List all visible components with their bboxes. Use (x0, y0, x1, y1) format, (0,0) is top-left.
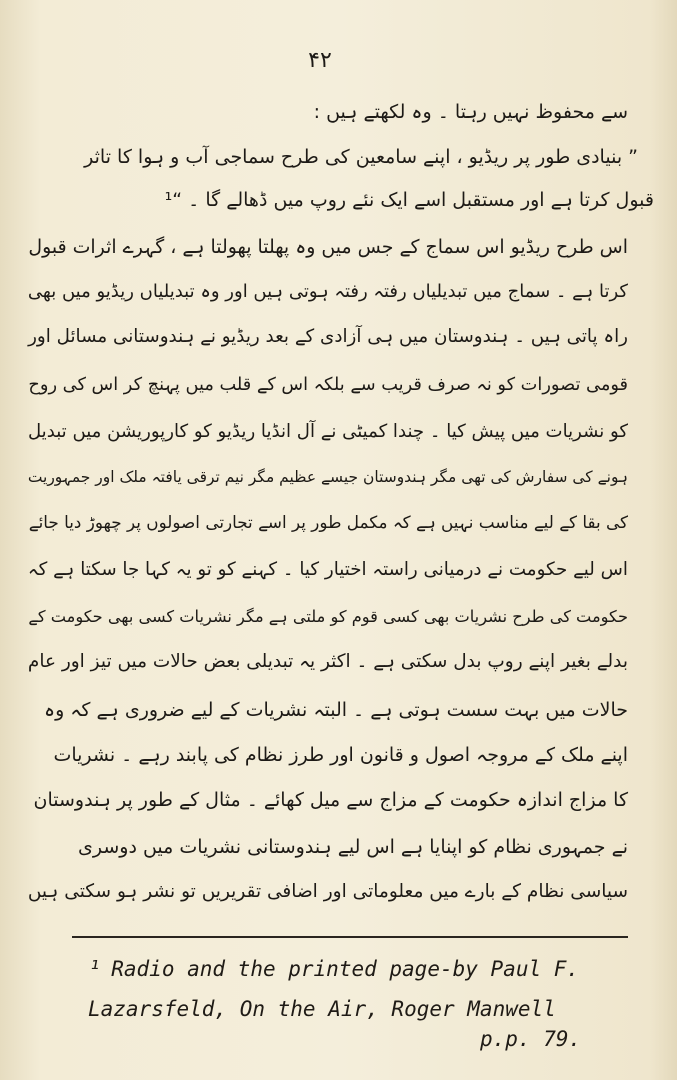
text-line: بدلے بغیر اپنے روپ بدل سکتی ہے ۔ اکثر یہ تبدیلی بعض حالات میں تیز اور عام (27, 651, 628, 672)
text-line: کی بقا کے لیے مناسب نہیں ہے کہ مکمل طور پر اسے تجارتی اصولوں پر چھوڑ دیا جائے (28, 512, 628, 532)
text-line: اپنے ملک کے مروجہ اصول و قانون اور طرز نظام کی پابند رہے ۔ نشریات (53, 744, 628, 766)
text-line: راہ پاتی ہیں ۔ ہندوستان میں ہی آزادی کے بعد ریڈیو نے ہندوستانی مسائل اور (28, 326, 628, 347)
text-line: اس طرح ریڈیو اس سماج کے جس میں وہ پھلتا پھولتا ہے ، گہرے اثرات قبول (28, 236, 628, 258)
text-line: قومی تصورات کو نہ صرف قریب سے بلکہ اس کے قلب میں پہنچ کر اس کی روح (28, 375, 628, 395)
footnote-page-ref: p.p. 79. (480, 1027, 582, 1051)
text-line: کرتا ہے ۔ سماج میں تبدیلیاں رفتہ رفتہ ہوتی ہیں اور وہ تبدیلیاں ریڈیو میں بھی (27, 281, 628, 302)
text-line: کو نشریات میں پیش کیا ۔ چندا کمیٹی نے آل انڈیا ریڈیو کو کارپوریشن میں تبدیل (27, 421, 628, 442)
text-line: ” بنیادی طور پر ریڈیو ، اپنے سامعین کی طرح سماجی آب و ہوا کا تاثر (84, 146, 638, 168)
text-line: کا مزاج اندازہ حکومت کے مزاج سے میل کھائے ۔ مثال کے طور پر ہندوستان (33, 789, 628, 811)
text-line: قبول کرتا ہے اور مستقبل اسے ایک نئے روپ میں ڈھالے گا ۔ “¹ (164, 189, 654, 211)
text-line: سیاسی نظام کے بارے میں معلوماتی اور اضافی تقریریں تو نشر ہو سکتی ہیں (27, 881, 628, 902)
text-line: ہونے کی سفارش کی تھی مگر ہندوستان جیسے عظیم مگر نیم ترقی یافتہ ملک اور جمہوریت (27, 468, 628, 486)
footnote-divider (72, 936, 628, 938)
text-line: حالات میں بہت سست ہوتی ہے ۔ البتہ نشریات کے لیے ضروری ہے کہ وہ (43, 699, 628, 721)
text-line: اس لیے حکومت نے درمیانی راستہ اختیار کیا ۔ کہنے کو تو یہ کہا جا سکتا ہے کہ (27, 559, 628, 580)
footnote-text: Radio and the printed page-by Paul F. (111, 957, 580, 981)
text-line: حکومت کی طرح نشریات بھی کسی قوم کو ملتی ہے مگر نشریات کسی بھی حکومت کے (28, 607, 628, 626)
text-line: سے محفوظ نہیں رہتا ۔ وہ لکھتے ہیں : (313, 101, 628, 123)
text-line: نے جمہوری نظام کو اپنایا ہے اس لیے ہندوستانی نشریات میں دوسری (78, 836, 628, 858)
footnote-marker: ¹ (88, 957, 102, 982)
page-number: ۴۲ (308, 48, 332, 73)
footnote-line: Lazarsfeld, On the Air, Roger Manwell (88, 997, 556, 1021)
footnote-line (88, 956, 608, 983)
